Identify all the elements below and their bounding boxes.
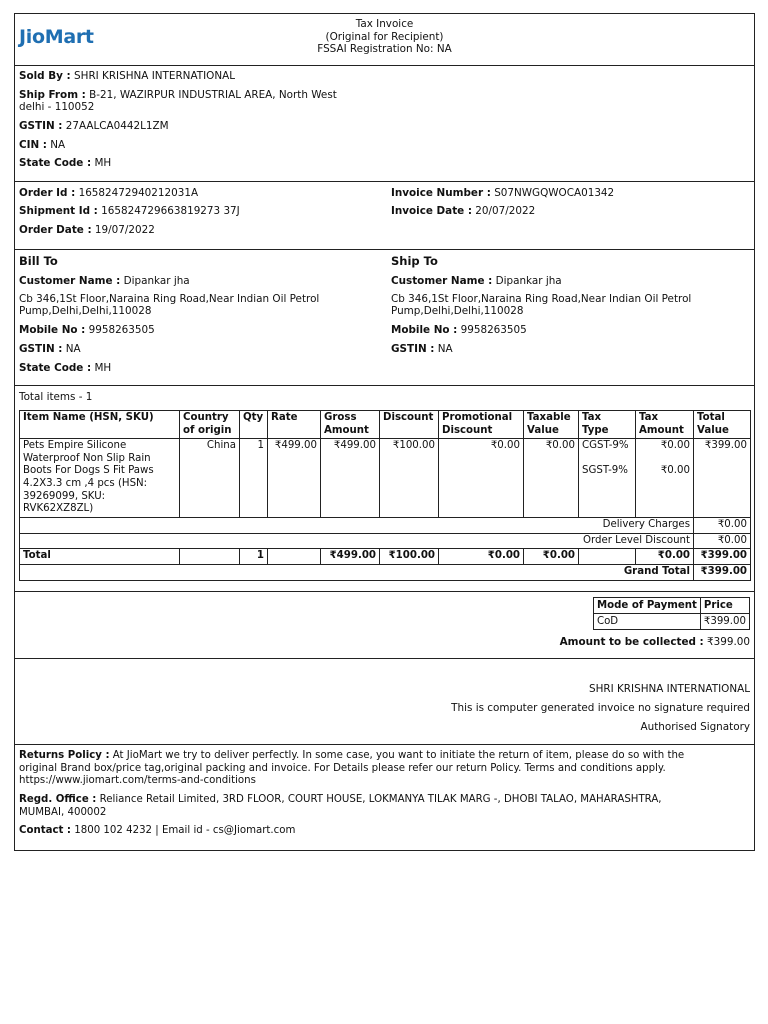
registered-office: Regd. Office : Reliance Retail Limited, 3RD FLOOR, COURT HOUSE, LOKMANYA TILAK MARG -, DHOBI TALAO, MAHARASHTRA, MUMBAI, 400002	[19, 794, 662, 818]
item-qty: 1	[240, 439, 268, 518]
item-total: ₹399.00	[694, 439, 751, 518]
ship-to-gstin: GSTIN : NA	[391, 343, 453, 355]
col-tax-type: Tax Type	[579, 411, 636, 439]
invoice-header	[15, 14, 754, 66]
col-discount: Discount	[380, 411, 439, 439]
totals-row	[20, 549, 751, 565]
item-country: China	[180, 439, 240, 518]
bill-to-mobile: Mobile No : 9958263505	[19, 324, 155, 336]
payment-section	[15, 592, 754, 659]
signature-note: This is computer generated invoice no signature required	[451, 702, 750, 714]
seller-gstin: GSTIN : 27AALCA0442L1ZM	[19, 120, 169, 132]
col-taxable: Taxable Value	[524, 411, 579, 439]
totals-label: Total	[20, 549, 180, 565]
totals-taxable: ₹0.00	[524, 549, 579, 565]
delivery-charges-label: Delivery Charges	[20, 518, 694, 534]
invoice-date: Invoice Date : 20/07/2022	[391, 205, 536, 217]
item-gross: ₹499.00	[321, 439, 380, 518]
seller-cin: CIN : NA	[19, 139, 66, 151]
terms-link[interactable]: https://www.jiomart.com/terms-and-conditions	[19, 775, 256, 787]
delivery-charges-row	[20, 518, 751, 534]
signature-company: SHRI KRISHNA INTERNATIONAL	[589, 683, 750, 695]
bill-to-heading: Bill To	[19, 254, 58, 268]
contact-info: Contact : 1800 102 4232 | Email id - cs@Jiomart.com	[19, 825, 296, 836]
bill-to-state-code: State Code : MH	[19, 362, 112, 374]
delivery-charges-value: ₹0.00	[694, 518, 751, 534]
invoice-subtitle: (Original for Recipient)	[325, 30, 444, 43]
authorised-signatory: Authorised Signatory	[640, 721, 750, 733]
fssai-registration: FSSAI Registration No: NA	[317, 43, 452, 55]
totals-promo: ₹0.00	[439, 549, 524, 565]
footer-section	[15, 745, 754, 850]
amount-to-collect: Amount to be collected : ₹399.00	[559, 636, 750, 648]
address-section	[15, 250, 754, 386]
returns-policy: Returns Policy : At JioMart we try to deliver perfectly. In some case, you want to initiate the return of item, please do so with the original Brand box/price tag,original packing and invoice. For Details please refer our return Policy. Terms and conditions apply. https://www.jiomart.com/terms-and-conditions	[19, 750, 685, 787]
payment-price: ₹399.00	[700, 614, 749, 630]
sold-by: Sold By : SHRI KRISHNA INTERNATIONAL	[19, 70, 236, 82]
shipment-id: Shipment Id : 165824729663819273 37J	[19, 205, 240, 217]
col-total: Total Value	[694, 411, 751, 439]
col-gross: Gross Amount	[321, 411, 380, 439]
items-section	[15, 386, 754, 592]
totals-gross: ₹499.00	[321, 549, 380, 565]
payment-table	[593, 597, 750, 630]
grand-total-label: Grand Total	[20, 564, 694, 580]
grand-total-row	[20, 564, 751, 580]
table-header-row	[20, 411, 751, 439]
items-table	[19, 410, 751, 581]
payment-price-header: Price	[700, 598, 749, 614]
bill-to-gstin: GSTIN : NA	[19, 343, 81, 355]
item-taxable: ₹0.00	[524, 439, 579, 518]
order-section	[15, 182, 754, 250]
col-qty: Qty	[240, 411, 268, 439]
col-promo: Promotional Discount	[439, 411, 524, 439]
ship-to-mobile: Mobile No : 9958263505	[391, 324, 527, 336]
col-item-name: Item Name (HSN, SKU)	[20, 411, 180, 439]
table-row	[20, 439, 751, 518]
header-text	[15, 18, 754, 56]
col-tax-amount: Tax Amount	[636, 411, 694, 439]
payment-mode-header: Mode of Payment	[593, 598, 700, 614]
order-id: Order Id : 16582472940212031A	[19, 187, 199, 199]
col-country: Country of origin	[180, 411, 240, 439]
order-date: Order Date : 19/07/2022	[19, 224, 155, 236]
seller-section	[15, 66, 754, 182]
item-name: Pets Empire Silicone Waterproof Non Slip Rain Boots For Dogs S Fit Paws 4.2X3.3 cm ,4 pcs (HSN: 39269099, SKU: RVK62XZ8ZL)	[20, 439, 180, 518]
bill-to-address: Cb 346,1St Floor,Naraina Ring Road,Near Indian Oil Petrol Pump,Delhi,Delhi,110028	[19, 293, 320, 317]
col-rate: Rate	[268, 411, 321, 439]
item-tax-type: CGST-9% SGST-9%	[579, 439, 636, 518]
total-items: Total items - 1	[19, 391, 93, 403]
item-discount: ₹100.00	[380, 439, 439, 518]
tax-invoice	[14, 13, 755, 851]
order-discount-row	[20, 533, 751, 549]
item-tax-amount: ₹0.00 ₹0.00	[636, 439, 694, 518]
ship-from: Ship From : B-21, WAZIRPUR INDUSTRIAL AREA, North West delhi - 110052	[19, 89, 337, 113]
ship-to-customer: Customer Name : Dipankar jha	[391, 275, 562, 287]
totals-total: ₹399.00	[694, 549, 751, 565]
signature-section	[15, 659, 754, 745]
item-rate: ₹499.00	[268, 439, 321, 518]
ship-to-address: Cb 346,1St Floor,Naraina Ring Road,Near Indian Oil Petrol Pump,Delhi,Delhi,110028	[391, 293, 692, 317]
grand-total-value: ₹399.00	[694, 564, 751, 580]
jiomart-logo: JioMart	[19, 26, 94, 48]
item-promo: ₹0.00	[439, 439, 524, 518]
bill-to-customer: Customer Name : Dipankar jha	[19, 275, 190, 287]
order-discount-value: ₹0.00	[694, 533, 751, 549]
totals-discount: ₹100.00	[380, 549, 439, 565]
totals-tax-amount: ₹0.00	[636, 549, 694, 565]
invoice-number: Invoice Number : S07NWGQWOCA01342	[391, 187, 615, 199]
invoice-title: Tax Invoice	[355, 18, 414, 30]
order-discount-label: Order Level Discount	[20, 533, 694, 549]
payment-mode: CoD	[593, 614, 700, 630]
totals-qty: 1	[240, 549, 268, 565]
ship-to-heading: Ship To	[391, 254, 438, 268]
seller-state-code: State Code : MH	[19, 157, 112, 169]
